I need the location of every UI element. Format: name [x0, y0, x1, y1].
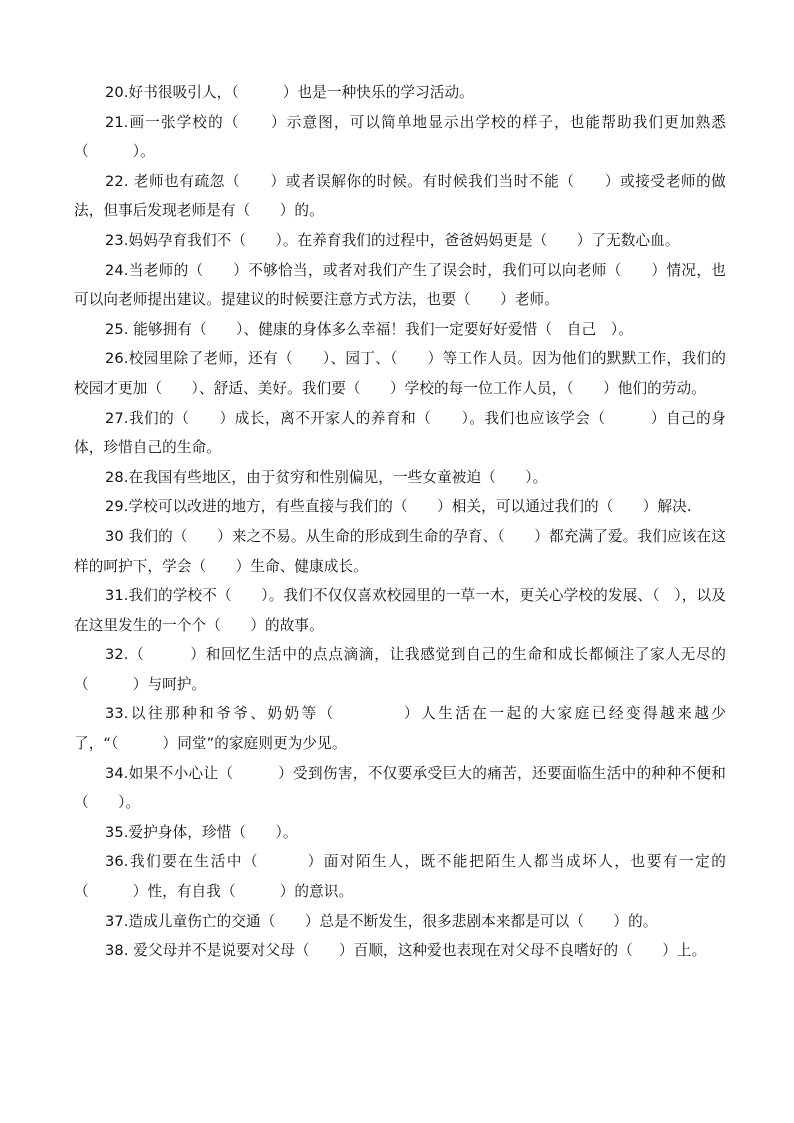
question-32: 32.（ ）和回忆生活中的点点滴滴，让我感觉到自己的生命和成长都倾注了家人无尽的（ ）与呵护。: [74, 646, 726, 693]
question-26: 26.校园里除了老师，还有（ ）、园丁、（ ）等工作人员。因为他们的默默工作，我们的校园才更加（ ）、舒适、美好。我们要（ ）学校的每一位工作人员，（ ）他们的劳动。: [74, 350, 726, 397]
question-25: 25. 能够拥有（ ）、健康的身体多么幸福！我们一定要好好爱惜（ 自己 ）。: [105, 320, 633, 338]
question-35: 35.爱护身体，珍惜（ ）。: [105, 823, 298, 841]
question-28: 28.在我国有些地区，由于贫穷和性别偏见，一些女童被迫（ ）。: [105, 468, 548, 486]
question-33: 33.以往那种和爷爷、奶奶等（ ）人生活在一起的大家庭已经变得越来越少了，“（ ）同堂”的家庭则更为少见。: [74, 705, 726, 753]
question-23: 23.妈妈孕育我们不（ ）。在养育我们的过程中，爸爸妈妈更是（ ）了无数心血。: [105, 231, 680, 249]
document-page: [74, 78, 726, 966]
question-36: 36.我们要在生活中（ ）面对陌生人，既不能把陌生人都当成坏人，也要有一定的（ ）性，有自我（ ）的意识。: [74, 853, 726, 901]
question-31: 31.我们的学校不（ ）。我们不仅仅喜欢校园里的一草一木，更关心学校的发展、（ ），以及在这里发生的一个个（ ）的故事。: [74, 587, 726, 634]
question-34: 34.如果不小心让（ ）受到伤害，不仅要承受巨大的痛苦，还要面临生活中的种种不便和（ ）。: [74, 764, 726, 812]
question-21: 21.画一张学校的（ ）示意图，可以简单地显示出学校的样子，也能帮助我们更加熟悉（ ）。: [74, 113, 726, 161]
question-30: 30 我们的（ ）来之不易。从生命的形成到生命的孕育、（ ）都充满了爱。我们应该在这样的呵护下，学会（ ）生命、健康成长。: [74, 527, 726, 575]
question-22: 22. 老师也有疏忽（ ）或者误解你的时候。有时候我们当时不能（ ）或接受老师的做法，但事后发现老师是有（ ）的。: [74, 172, 726, 220]
question-37: 37.造成儿童伤亡的交通（ ）总是不断发生，很多悲剧本来都是可以（ ）的。: [105, 912, 658, 930]
question-20: 20.好书很吸引人，（ ）也是一种快乐的学习活动。: [105, 84, 474, 101]
question-24: 24.当老师的（ ）不够恰当，或者对我们产生了误会时，我们可以向老师（ ）情况，也可以向老师提出建议。提建议的时候要注意方式方法，也要（ ）老师。: [74, 261, 726, 309]
question-29: 29.学校可以改进的地方，有些直接与我们的（ ）相关，可以通过我们的（ ）解决.: [105, 498, 692, 516]
question-27: 27.我们的（ ）成长，离不开家人的养育和（ ）。我们也应该学会（ ）自己的身体，珍惜自己的生命。: [74, 409, 726, 457]
question-38: 38. 爱父母并不是说要对父母（ ）百顺，这种爱也表现在对父母不良嗜好的（ ）上。: [105, 942, 707, 960]
